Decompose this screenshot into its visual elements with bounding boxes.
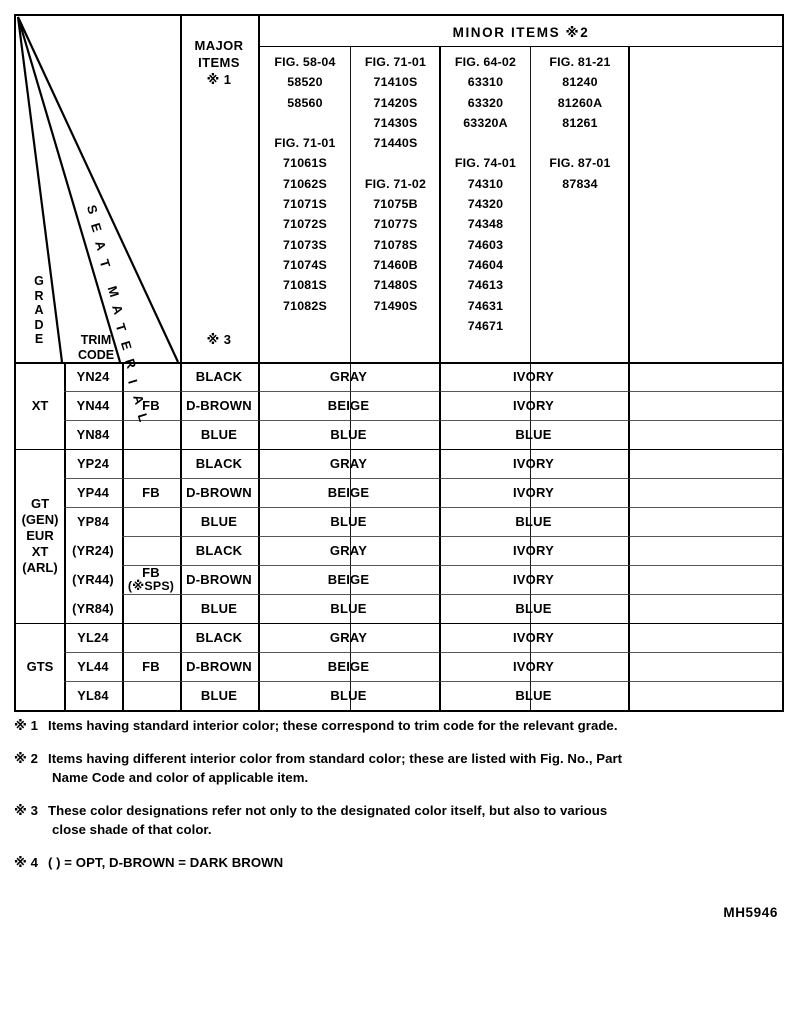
part-number: 71410S xyxy=(373,75,418,90)
footnote-marker: ※ 2 xyxy=(14,750,38,766)
major-items-note3-marker: ※ 3 xyxy=(206,332,232,348)
part-number: 74603 xyxy=(467,237,504,252)
trim-code-cell: (YR24) xyxy=(72,542,114,558)
grade-cell-gt-xt xyxy=(16,449,64,623)
part-number: 71460B xyxy=(373,257,418,272)
grade-cell-gts xyxy=(16,623,64,710)
part-number: 71430S xyxy=(373,115,418,130)
grade-line: GT xyxy=(30,496,50,511)
footnote-text-line2: Name Code and color of applicable item. xyxy=(52,770,309,785)
footnote xyxy=(14,853,786,873)
minor-color-cell-b: BLUE xyxy=(515,687,552,703)
minor-color-cell-b: BLUE xyxy=(515,426,552,442)
part-number: 63310 xyxy=(467,75,504,90)
interior-color-table xyxy=(14,14,784,712)
major-items-line2: ITEMS xyxy=(198,54,240,70)
part-number: 71062S xyxy=(283,176,327,191)
part-number: 74613 xyxy=(467,278,504,293)
seat-material-cell-2 xyxy=(122,449,180,536)
part-number: 74310 xyxy=(467,176,504,191)
minor-color-cell-b: IVORY xyxy=(513,484,554,500)
major-item-color-cell: D-BROWN xyxy=(186,571,252,587)
fig-label: FIG. 58-04 xyxy=(274,55,336,69)
fig-label: FIG. 87-01 xyxy=(549,156,611,171)
part-number: 74631 xyxy=(467,298,504,313)
footnote-text-line2: close shade of that color. xyxy=(52,822,212,837)
trim-code-cell: YL44 xyxy=(77,658,109,674)
fig-label: FIG. 71-02 xyxy=(364,176,427,191)
part-number: 71082S xyxy=(283,298,327,313)
part-number: 74348 xyxy=(467,217,504,232)
seat-material-sps: (※SPS) xyxy=(127,578,175,593)
minor-color-cell-a: BEIGE xyxy=(327,571,370,587)
major-item-color-cell: BLACK xyxy=(195,455,243,471)
minor-color-cell-b: IVORY xyxy=(513,455,554,471)
part-number: 71077S xyxy=(373,217,418,232)
fig-label: FIG. 81-21 xyxy=(549,55,611,69)
minor-color-cell-a: GRAY xyxy=(329,629,368,645)
minor-items-header: MINOR ITEMS ※2 xyxy=(452,24,590,40)
minor-color-cell-a: BEIGE xyxy=(327,397,370,413)
part-number: 87834 xyxy=(562,176,598,191)
trim-code-cell: YP84 xyxy=(76,513,110,529)
footnote-text: Items having different interior color from standard color; these are listed with Fig. No., Part xyxy=(48,750,623,766)
part-number: 71480S xyxy=(373,278,418,293)
part-number: 58520 xyxy=(287,75,323,90)
major-item-color-cell: BLUE xyxy=(200,687,238,703)
trim-code-cell: (YR44) xyxy=(72,571,114,587)
grade-line: XT xyxy=(31,397,49,413)
major-item-color-cell: BLUE xyxy=(200,426,238,442)
footnote-marker: ※ 1 xyxy=(14,718,38,733)
major-item-color-cell: BLACK xyxy=(195,368,243,384)
footnotes xyxy=(14,716,786,885)
part-number: 81260A xyxy=(557,95,603,110)
col-sep-minor-4 xyxy=(628,46,630,710)
footnote-text: ( ) = OPT, D-BROWN = DARK BROWN xyxy=(48,854,284,870)
part-number: 63320 xyxy=(467,95,504,110)
trim-code-cell: YN24 xyxy=(76,368,110,384)
minor-color-cell-a: GRAY xyxy=(329,542,368,558)
grade-cell-xt xyxy=(16,362,64,449)
trim-code-cell: YN84 xyxy=(76,426,110,442)
major-items-header xyxy=(180,28,258,98)
minor-color-cell-a: BEIGE xyxy=(327,484,370,500)
grade-line: (ARL) xyxy=(22,560,58,575)
seat-material-value: FB xyxy=(142,397,160,413)
footnote-text: These color designations refer not only to the designated color itself, but also to various xyxy=(48,802,608,818)
document-id: MH5946 xyxy=(723,905,778,920)
minor-color-cell-a: BLUE xyxy=(330,513,367,529)
part-number: 71420S xyxy=(373,95,418,110)
minor-header-underline xyxy=(258,46,782,47)
major-item-color-cell: D-BROWN xyxy=(186,397,252,413)
minor-color-cell-b: IVORY xyxy=(513,571,554,587)
footnote xyxy=(14,749,786,788)
major-item-color-cell: D-BROWN xyxy=(186,484,252,500)
part-number: 74671 xyxy=(467,318,504,333)
major-item-color-cell: D-BROWN xyxy=(186,658,252,674)
part-number: 63320A xyxy=(463,115,508,130)
minor-color-cell-a: BLUE xyxy=(330,600,367,616)
seat-material-value: FB xyxy=(142,565,160,581)
seat-material-cell-4 xyxy=(122,623,180,710)
grade-line: XT xyxy=(31,544,49,559)
footnote xyxy=(14,801,786,840)
minor-color-cell-b: IVORY xyxy=(513,629,554,645)
minor-color-cell-b: IVORY xyxy=(513,542,554,558)
part-number: 71081S xyxy=(283,278,327,293)
major-item-color-cell: BLACK xyxy=(195,542,243,558)
part-number: 74320 xyxy=(467,197,504,212)
part-number: 71078S xyxy=(373,237,418,252)
diagonal-header: G R A D E TRIM CODE S E A T M A T E R I A L xyxy=(16,16,192,362)
seat-material-cell-3 xyxy=(122,536,180,623)
fig-label: FIG. 71-01 xyxy=(274,136,336,151)
minor-color-cell-b: BLUE xyxy=(515,600,552,616)
fig-label: FIG. 74-01 xyxy=(454,156,517,171)
trim-code-cell: YN44 xyxy=(76,397,110,413)
grade-line: (GEN) xyxy=(21,512,59,527)
part-number: 71440S xyxy=(373,136,418,151)
trim-code-cell: YL24 xyxy=(77,629,109,645)
part-number: 58560 xyxy=(287,95,323,110)
fig-label: FIG. 71-01 xyxy=(364,55,427,69)
minor-color-cell-a: BLUE xyxy=(330,426,367,442)
part-number: 71075B xyxy=(373,197,418,212)
trim-code-cell: YP24 xyxy=(76,455,110,471)
part-number: 71072S xyxy=(283,217,327,232)
major-item-color-cell: BLACK xyxy=(195,629,243,645)
footnote-marker: ※ 4 xyxy=(14,854,38,870)
seat-material-value: FB xyxy=(142,484,160,500)
footnote xyxy=(14,716,786,736)
minor-color-cell-a: GRAY xyxy=(329,455,368,471)
minor-color-cell-a: GRAY xyxy=(329,368,368,384)
part-number: 71073S xyxy=(283,237,327,252)
major-items-line1: MAJOR xyxy=(194,38,244,54)
seat-material-cell-1 xyxy=(122,362,180,449)
part-number: 71074S xyxy=(283,257,327,272)
part-number: 74604 xyxy=(467,257,504,272)
part-number: 81261 xyxy=(562,115,598,130)
trim-code-cell: YL84 xyxy=(77,687,109,703)
minor-color-cell-a: BEIGE xyxy=(327,658,370,674)
part-number: 71490S xyxy=(373,298,418,313)
minor-column-3 xyxy=(441,52,530,336)
footnote-text: Items having standard interior color; these correspond to trim code for the relevant grade. xyxy=(48,718,618,733)
footnote-marker: ※ 3 xyxy=(14,802,38,818)
minor-color-cell-b: BLUE xyxy=(515,513,552,529)
minor-column-4 xyxy=(532,52,628,194)
major-item-color-cell: BLUE xyxy=(200,513,238,529)
trim-code-cell: (YR84) xyxy=(72,600,114,616)
major-item-color-cell: BLUE xyxy=(200,600,238,616)
minor-color-cell-a: BLUE xyxy=(330,687,367,703)
minor-color-cell-b: IVORY xyxy=(513,368,554,384)
fig-label: FIG. 64-02 xyxy=(454,55,517,69)
part-number: 71061S xyxy=(283,156,327,171)
part-number: 81240 xyxy=(562,75,598,90)
grade-header-label: G R A D E xyxy=(34,274,44,346)
trim-code-cell: YP44 xyxy=(76,484,110,500)
minor-color-cell-b: IVORY xyxy=(513,658,554,674)
part-number: 71071S xyxy=(283,197,327,212)
trim-code-line1: TRIM xyxy=(80,333,112,347)
minor-column-2 xyxy=(352,52,439,316)
trim-code-header-label xyxy=(74,333,118,362)
major-items-marker: ※ 1 xyxy=(206,72,232,88)
minor-color-cell-b: IVORY xyxy=(513,397,554,413)
seat-material-value: FB xyxy=(142,658,160,674)
grade-line: EUR xyxy=(26,528,54,543)
trim-code-line2: CODE xyxy=(77,347,115,362)
grade-line: GTS xyxy=(26,658,54,674)
minor-column-1 xyxy=(260,52,350,316)
